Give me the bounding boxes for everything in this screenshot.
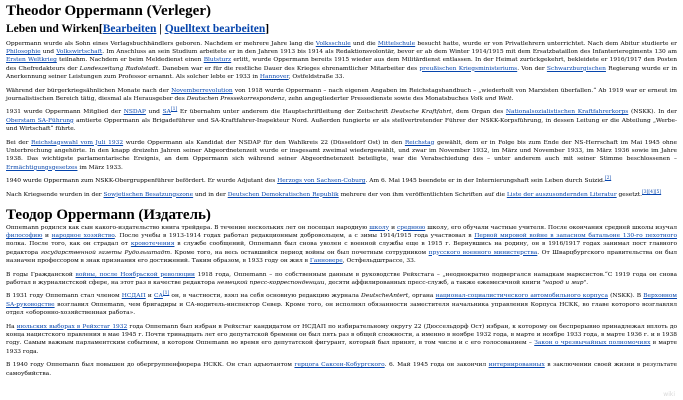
wiki-link[interactable]: Volkswirtschaft bbox=[56, 48, 103, 55]
italic-title: Deutschen Pressekorrespondenz bbox=[186, 95, 285, 102]
wiki-link[interactable]: Reichstag bbox=[404, 139, 435, 146]
wiki-link[interactable]: Закон о чрезвычайных полномочиях bbox=[534, 340, 651, 347]
italic-title: Landeszeitung Rudolstadt bbox=[79, 65, 159, 72]
wiki-link[interactable]: NSDAP bbox=[123, 109, 146, 116]
wiki-link[interactable]: войны, после Ноябрьской революции bbox=[75, 271, 195, 278]
wiki-link[interactable]: Верховном SA-руководстве bbox=[6, 293, 678, 308]
italic-title: Volk und Welt bbox=[470, 95, 512, 102]
wiki-link[interactable]: Philosophie bbox=[6, 48, 41, 55]
italic-title: государственной газеты Рудольштадт bbox=[40, 249, 171, 256]
wiki-link[interactable]: школу bbox=[369, 224, 390, 231]
paragraph-de-4: Bei der Reichstagswahl vom Juli 1932 wurde Oppermann als Kandidat der NSDAP für den Wahlkreis 22 (Düsseldorf Ost) in den Reichstag gewählt, dem er in Folge bis zum Ende der NS-Herrschaft im Mai 1945 ohne Unterbrechung angehörte. In den knapp dreizehn Jahren seiner Abgeordnetenzeit wurde er insgesamt zweimal wiedergewählt, und zwar im November 1932, im März und November 1933, im März 1936 sowie im Jahre 1938. Das wichtigste parlamentarische Ereignis, an dem Oppermann sich während seiner Abgeordnetenzeit beteiligte, war die Verabschiedung des – unter anderem auch mit seiner Stimme beschlossenen – Ermächtigungsgesetzes im März 1933. bbox=[6, 139, 678, 171]
paragraph-de-6: Nach Kriegsende wurden in der Sowjetischen Besatzungszone und in der Deutschen Demokratischen Republik mehrere der von ihm veröffentlichten Schriften auf die Liste der auszusondernden Literatur gesetzt.[3][4][5] bbox=[6, 189, 662, 198]
footnote-link[interactable]: [1] bbox=[170, 107, 178, 113]
wiki-link[interactable]: интернированных bbox=[488, 362, 545, 369]
wiki-link[interactable]: Volksschule bbox=[315, 40, 351, 47]
wiki-link[interactable]: Blutsturz bbox=[203, 57, 232, 64]
wiki-link[interactable]: философию bbox=[6, 232, 43, 239]
translated-title: Теодор Оppermann (Издатель) bbox=[6, 207, 211, 223]
wiki-link[interactable]: SA bbox=[162, 109, 171, 116]
wiki-link[interactable]: Ганновере bbox=[309, 258, 343, 265]
italic-title: DeutscheAntert bbox=[361, 293, 409, 300]
paragraph-de-2: Während der bürgerkriegsähnlichen Monate nach der Novemberrevolution von 1918 wurde Oppermann – nach eigenen Angaben im Reichstagshandbuch – „wiederholt von Marxisten überfallen.“ Ab 1919 war er erneut im journalistischen Bereich tätig, diesmal als Herausgeber des Deutschen Pressekorrespondenz, zehn angegliederter Pressedienste sowie des Monatsbuches Volk und Welt. bbox=[6, 87, 677, 102]
wiki-link[interactable]: Sowjetischen Besatzungszone bbox=[103, 191, 194, 198]
paragraph-ru-2: В годы Гражданской войны, после Ноябрьской революции 1918 года, Оппеmann – по собственным данным в руководстве Рейхстага – „неоднократно подвергался нападкам марксистов.“С 1919 года он снова работал в журналистской сфере, на этот раз в качестве редактора немецкой пресс-корреспонденции, десяти аффилированных пресс-служб, а также ежемесячной книги "народ и мир". bbox=[6, 271, 678, 286]
edit-source-link[interactable]: Quelltext bearbeiten bbox=[164, 22, 266, 35]
wiki-link[interactable]: Liste der auszusondernden Literatur bbox=[506, 191, 617, 198]
italic-title: немецкой пресс-корреспонденции bbox=[216, 279, 325, 286]
wiki-link[interactable]: НСДАП bbox=[121, 293, 146, 300]
paragraph-de-3: 1931 wurde Oppermann Mitglied der NSDAP und SA[1] Er übernahm unter anderem die Hauptschriftleitung der Zeitschrift Deutsche Kraftfahrt, dem Organ des Nationalsozialistischen Kraftfahrerkorps (NSKK). In der Oberstam SA-Führung amtierte Oppermann als Brigadeführer und SA-Kraftfahrer-Inspekteur Nord. Außerden fungierte er als stellvertretender Führer der NSKK-Korpsführung, in dessen Leitung er die Abteilung „Werbe- und Wirtschaft“ führte. bbox=[6, 107, 677, 133]
watermark: wiki bbox=[663, 391, 675, 398]
page-title: Theodor Oppermann (Verleger) bbox=[6, 3, 211, 19]
paragraph-ru-1: Оппеmann родился как сын какого-издательство книга трейдера. В течение нескольких лет он посещал народную школу и среднюю школу, его обучали частные учителя. После окончания средней школы изучал философию и народное хозяйство. После учебы в 1913-1914 годах работал редакционным добровольцем, а с зимы 1914/1915 года участвовал в Первой мировой войне в запасном батальоне 130-го пехотного полка. После того, как он страдал от кровотечения в службе сообщений, Оппеmann был снова уволен с военной службы еще в 1915 г. Вернувшись на родину, он в 1916/1917 годах занимал пост главного редактора государственной газеты Рудольштадт. Кроме того, на весь оставшийся период войны он был почетным сотрудником прусского военного министерства. От Шварцбургского правительства он был назначен профессором в знак признания его достижений. Таким образом, в 1933 году он жил в Ганновере, Остфельдштрассе, 33. bbox=[6, 224, 678, 265]
wiki-link[interactable]: Reichstagswahl vom Juli 1932 bbox=[31, 139, 124, 146]
paragraph-ru-5: В 1940 году Оппеmann был повышен до обергруппенфюрера НСКК. Он стал адъютантом герцога Саксен-Кобургского. 6. Май 1945 года он закончил интернированных в заключении своей жизни в результате самоубийства. bbox=[6, 362, 678, 377]
wiki-link[interactable]: preußischen Kriegsministeriums bbox=[419, 65, 518, 72]
wiki-link[interactable]: национал-социалистического автомобильного корпуса bbox=[435, 293, 608, 300]
edit-link[interactable]: Bearbeiten bbox=[102, 22, 157, 35]
wiki-link[interactable]: Novemberrevolution bbox=[171, 87, 233, 94]
wiki-link[interactable]: Deutschen Demokratischen Republik bbox=[227, 191, 339, 198]
paragraph-ru-4: На июльских выборах в Рейхстаг 1932 года Оппеmann был избран в Рейхстаг кандидатом от НСДАП по избирательному округу 22 (Дюссельдорф Ост) избран, к которому он беспрерывно принадлежал вплоть до конца нацистского правления в мае 1945 г. Почти тринадцать лет его депутатской бремени он был пять раз в общей сложности, а именно в ноябре 1932 года, в марте и ноябре 1933 года, в марте 1936 г. и в 1938 году. Самым важным парламентским событием, в котором Оппеmann во время его депутатской фигурант, который был принят, в том числе и с его голосованием – Закон о чрезвычайных полномочиях в марте 1933 года. bbox=[6, 323, 677, 355]
paragraph-de-1: Oppermann wurde als Sohn eines Verlagsbuchhändlers geboren. Nachdem er mehrere Jahre lang die Volksschule und die Mittelschule besucht hatte, wurde er von Privatlehrern unterrichtet. Nach dem Abitur studierte er Philosophie und Volkswirtschaft. Im Anschluss an sein Studium arbeitete er in den Jahren 1913 bis 1914 als Redaktionsvolontär, bevor er ab dem Winter 1914/1915 mit dem Ersatzbataillon des Infanterieregiments 130 am Ersten Weltkrieg teilnahm. Nachdem er beim Meldedienst einen Blutsturz erlitt, wurde Oppermann bereits 1915 wieder aus dem Militärdienst entlassen. In der Heimat zurückgekehrt, bekleidete er 1916/1917 den Posten des Chefredakteurs der Landeszeitung Rudolstadt. Daneben war er für die restliche Dauer des Krieges ehrenamtlicher Mitarbeiter des preußischen Kriegsministeriums. Von der Schwarzburgischen Regierung wurde er in Anerkennung seiner Leistungen zum Professor ernannt. Als solcher lebte er 1933 in Hannover, Ostfeldstraße 33. bbox=[6, 40, 678, 81]
wiki-link[interactable]: среднюю bbox=[396, 224, 426, 231]
paragraph-de-5: 1940 wurde Oppermann zum NSKK-Obergruppenführer befördert. Er wurde Adjutant des Herzogs von Sachsen-Coburg. Am 6. Mai 1945 beendete er in der Internierungshaft sein Leben durch Suizid.[2] bbox=[6, 176, 612, 185]
wiki-link[interactable]: прусского военного министерства bbox=[428, 249, 538, 256]
italic-title: "народ и мир" bbox=[542, 279, 587, 286]
footnote-link[interactable]: [1] bbox=[162, 291, 170, 297]
wiki-link[interactable]: герцога Саксен-Кобургского bbox=[294, 362, 385, 369]
paragraph-ru-3: В 1931 году Оппеmann стал членом НСДАП и СА[1] он, в частности, взял на себя основную редакцию журнала DeutscheAntert, органа национал-социалистического автомобильного корпуса (NSKK). В Верховном SA-руководстве возглавил Оппеmann, чем бригадиры и СА-водитель-инспектор Север. Кроме того, он исполнял обязанности заместителя начальника управления Корпуса НСКК, во главе которого возглавлял отдел «оборонно-хозяйственная работа». bbox=[6, 291, 678, 317]
wiki-link[interactable]: кровотечения bbox=[130, 241, 175, 248]
wiki-link[interactable]: Schwarzburgischen bbox=[546, 65, 606, 72]
wiki-link[interactable]: Herzogs von Sachsen-Coburg bbox=[277, 178, 366, 185]
section-heading: Leben und Wirken[Bearbeiten | Quelltext bearbeiten] bbox=[6, 22, 270, 35]
wiki-link[interactable]: июльских выборах в Рейхстаг 1932 bbox=[16, 323, 128, 330]
section-title: Leben und Wirken bbox=[6, 22, 99, 35]
wiki-link[interactable]: Nationalsozialistischen Kraftfahrerkorps bbox=[505, 109, 629, 116]
wiki-link[interactable]: Hannover bbox=[259, 74, 289, 81]
wiki-link[interactable]: народное хозяйство bbox=[51, 232, 115, 239]
footnote-link[interactable]: [2] bbox=[604, 176, 612, 182]
wiki-link[interactable]: СА bbox=[153, 293, 163, 300]
footnote-link[interactable]: [3][4][5] bbox=[642, 189, 662, 195]
italic-title: Deutsche Kraftfahrt bbox=[390, 109, 452, 116]
wiki-link[interactable]: Первой мировой войне в запасном батальоне 130-го пехотного bbox=[474, 232, 678, 239]
wiki-link[interactable]: Mittelschule bbox=[377, 40, 416, 47]
wiki-link[interactable]: Oberstam SA-Führung bbox=[6, 117, 74, 124]
wiki-link[interactable]: Ermächtigungsgesetzes bbox=[6, 164, 78, 171]
wiki-link[interactable]: Ersten Weltkrieg bbox=[6, 57, 57, 64]
